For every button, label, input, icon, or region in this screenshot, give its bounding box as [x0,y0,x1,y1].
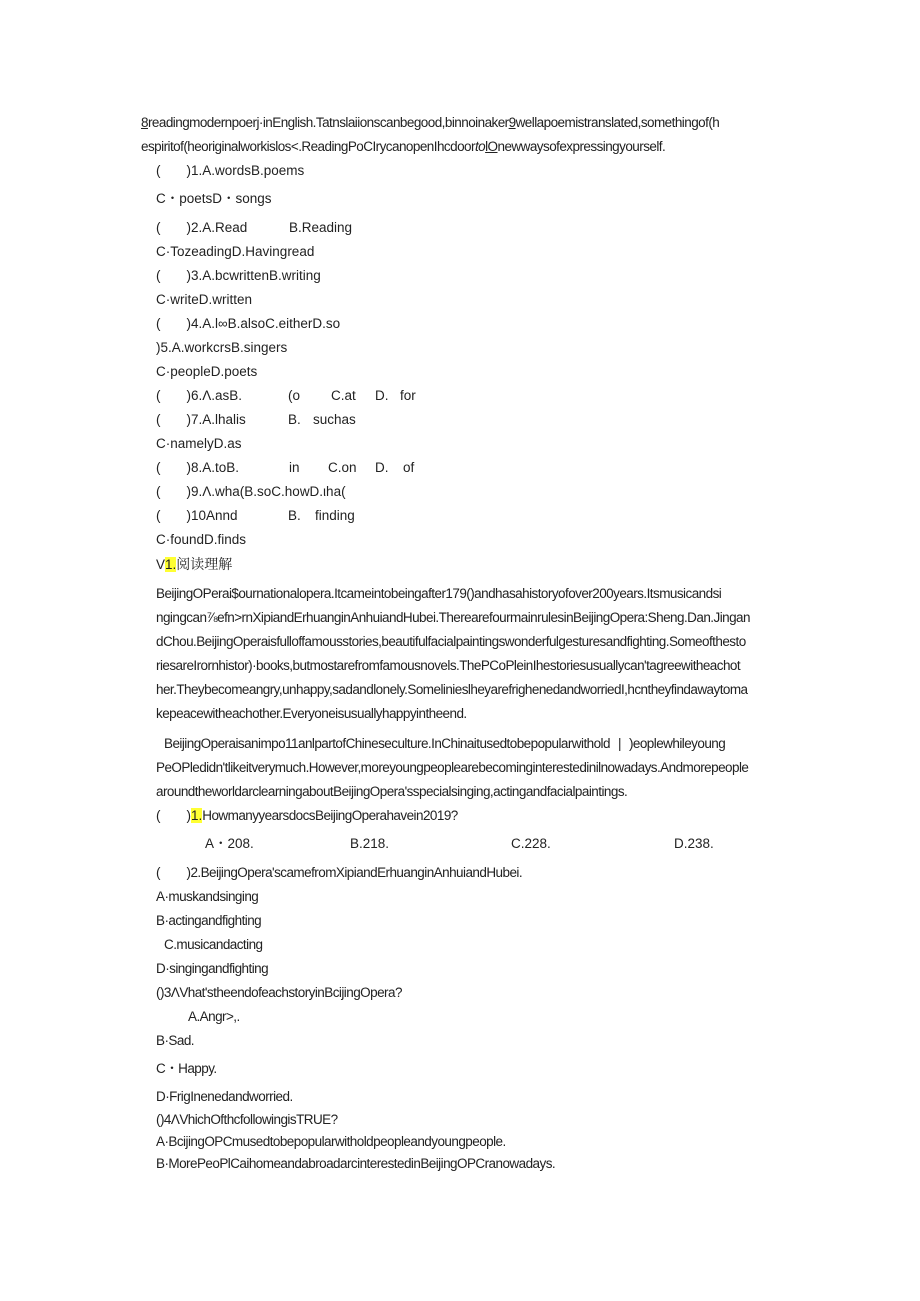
reading-question-4-option-b: B·MorePeoPlCaihomeandabroadarcinterestedinBeijingOPCranowadays. [156,1156,556,1171]
cloze-question-8 [156,459,239,477]
answer-paren: ( [156,508,161,523]
cloze-question-3 [156,267,321,285]
reading-passage-line: BeijingOPerai$ournationalopera.Itcameintobeingafter179()andhasahistoryofover200years.Itsmusicandsi [156,586,722,601]
reading-question-1-option-c: C.228. [511,836,551,851]
question-number: 1. [191,808,203,823]
cloze-question-3-options: C·writeD.written [156,292,253,307]
question-text: )3.A.bcwrittenB.writing [186,268,321,283]
cloze-text: espiritof(heoriginalworkislos<.ReadingPoCIrycanopenIhcdoor [141,139,475,154]
cloze-question-8-option-d-text: of [403,460,415,475]
reading-passage-line: kepeacewitheachother.Everyoneisusuallyhappyintheend. [156,706,467,721]
cloze-text: readingmodernpoerj·inEnglish.Tatnslaiionscanbegood,binnoinaker [147,115,509,130]
question-text: )10Annd [186,508,238,523]
question-text: )8.A.toB. [186,460,240,475]
reading-question-2-option-c: C.musicandacting [164,937,263,952]
blank-number-8: 8 [141,115,148,130]
cloze-question-10-option-b: B. [288,508,301,523]
answer-paren: ( [156,412,161,427]
cloze-question-2-options: C·TozeadingD.Havingread [156,244,315,259]
answer-paren: ( [156,268,161,283]
cloze-question-8-option-b: in [289,460,300,475]
answer-paren-close: ) [186,808,191,823]
cloze-question-6-option-d: D. [375,388,389,403]
section-title: 阅读理解 [176,557,233,573]
cloze-question-2-option-b: B.Reading [289,220,353,235]
cloze-question-2 [156,219,247,237]
reading-passage-line: aroundtheworldarclearningaboutBeijingOpera'sspecialsinging,actingandfacialpaintings. [156,784,628,799]
answer-paren: ( [156,865,161,880]
reading-question-1 [156,807,458,825]
cloze-question-7-options: C·namelyD.as [156,436,242,451]
passage-text: BeijingOperaisanimpo11anlpartofChineseculture.InChinaitusedtobepopularwithold [164,736,610,751]
cloze-question-10-options: C·foundD.finds [156,532,247,547]
answer-paren: ( [156,808,161,823]
blank-number-10: lO [485,139,498,154]
reading-question-3-option-b: B·Sad. [156,1033,194,1048]
cloze-text: newwaysofexpressingyourself. [497,139,666,154]
reading-passage-line: riesareIrornhistor)·books,butmostarefromfamousnovels.ThePCoPleinIhestoriesusuallycan'tagreewitheachot [156,658,741,673]
cloze-text-to: to [474,139,486,154]
question-text: )6.Λ.asB. [186,388,243,403]
cloze-question-4 [156,315,340,333]
answer-paren: ( [156,316,161,331]
section-heading [156,556,232,574]
reading-question-3-option-c: C・Happy. [156,1061,217,1076]
answer-paren: ( [156,220,161,235]
cloze-text: wellapoemistranslated,somethingof(h [515,115,720,130]
reading-passage-line: dChou.BeijingOperaisfulloffamousstories,beautifulfacialpaintingswonderfulgesturesandfighting.Someofthesto [156,634,746,649]
cloze-question-8-option-d: D. [375,460,389,475]
cloze-question-10 [156,507,238,525]
cloze-question-9 [156,483,346,501]
reading-passage-line: PeOPledidn'tlikeitverymuch.However,moreyoungpeoplearebecominginterestedinilnowadays.Andmorepeople [156,760,749,775]
cloze-question-6-option-c: C.at [331,388,356,403]
section-prefix: V [156,557,166,572]
cloze-question-5-options: C·peopleD.poets [156,364,258,379]
question-text: )4.A.l∞B.alsoC.eitherD.so [186,316,341,331]
reading-question-3: ()3ΛVhat'stheendofeachstoryinBcijingOpera? [156,985,402,1000]
cloze-question-1-options: C・poetsD・songs [156,191,272,206]
cloze-question-8-option-c: C.on [328,460,357,475]
cloze-question-7-option-b-text: suchas [313,412,356,427]
question-text: )2.BeijingOpera'scamefromXipiandErhuanginAnhuiandHubei. [186,865,523,880]
reading-passage-line [164,735,725,753]
question-text: )2.A.Read [186,220,248,235]
question-text: )1.A.wordsB.poems [186,163,305,178]
cloze-question-10-option-b-text: finding [315,508,355,523]
passage-text: )eoplewhileyoung [628,736,726,751]
cloze-question-6-option-b: (o [288,388,301,403]
reading-passage-line: her.Theybecomeangry,unhappy,sadandlonely.SomelinieslheyarefrighenedandworriedI,hcntheyfindawaytoma [156,682,748,697]
question-text: HowmanyyearsdocsBeijingOperahavein2019? [202,808,458,823]
reading-question-1-option-b: B.218. [350,836,390,851]
answer-paren: ( [156,460,161,475]
reading-question-3-option-a: A.Angr>,. [188,1009,240,1024]
cloze-question-6 [156,387,242,405]
reading-question-3-option-d: D·FrigInenedandworried. [156,1089,293,1104]
cloze-question-5: )5.A.workcrsB.singers [156,340,288,355]
reading-question-1-option-d: D.238. [674,836,714,851]
reading-question-2-option-d: D·singingandfighting [156,961,269,976]
reading-question-1-option-a: A・208. [205,836,254,851]
cloze-question-7-option-b: B. [288,412,301,427]
reading-question-2-option-b: B·actingandfighting [156,913,262,928]
question-text: )7.A.lhalis [186,412,246,427]
reading-passage-line: ngingcan⅞efn>rnXipiandErhuanginAnhuiandHubei.TherearefourmainrulesinBeijingOpera:Sheng.Dan.Jingan [156,610,750,625]
reading-question-2-option-a: A·muskandsinging [156,889,259,904]
cloze-passage-line-1 [141,114,719,132]
cloze-question-7 [156,411,246,429]
section-number: 1. [165,557,177,572]
answer-paren: ( [156,163,161,178]
reading-question-4-option-a: A·BcijingOPCmusedtobepopularwitholdpeopleandyoungpeople. [156,1134,506,1149]
cloze-question-6-option-d-text: for [400,388,416,403]
answer-paren: ( [156,388,161,403]
cloze-question-1 [156,162,304,180]
cloze-passage-line-2 [141,138,665,156]
passage-mark: | [617,736,621,751]
reading-question-2 [156,864,522,882]
reading-question-4: ()4ΛVhichOfthcfollowingisTRUE? [156,1112,338,1127]
blank-number-9: 9 [508,115,516,130]
question-text: )9.Λ.wha(B.soC.howD.ιha( [186,484,346,499]
answer-paren: ( [156,484,161,499]
